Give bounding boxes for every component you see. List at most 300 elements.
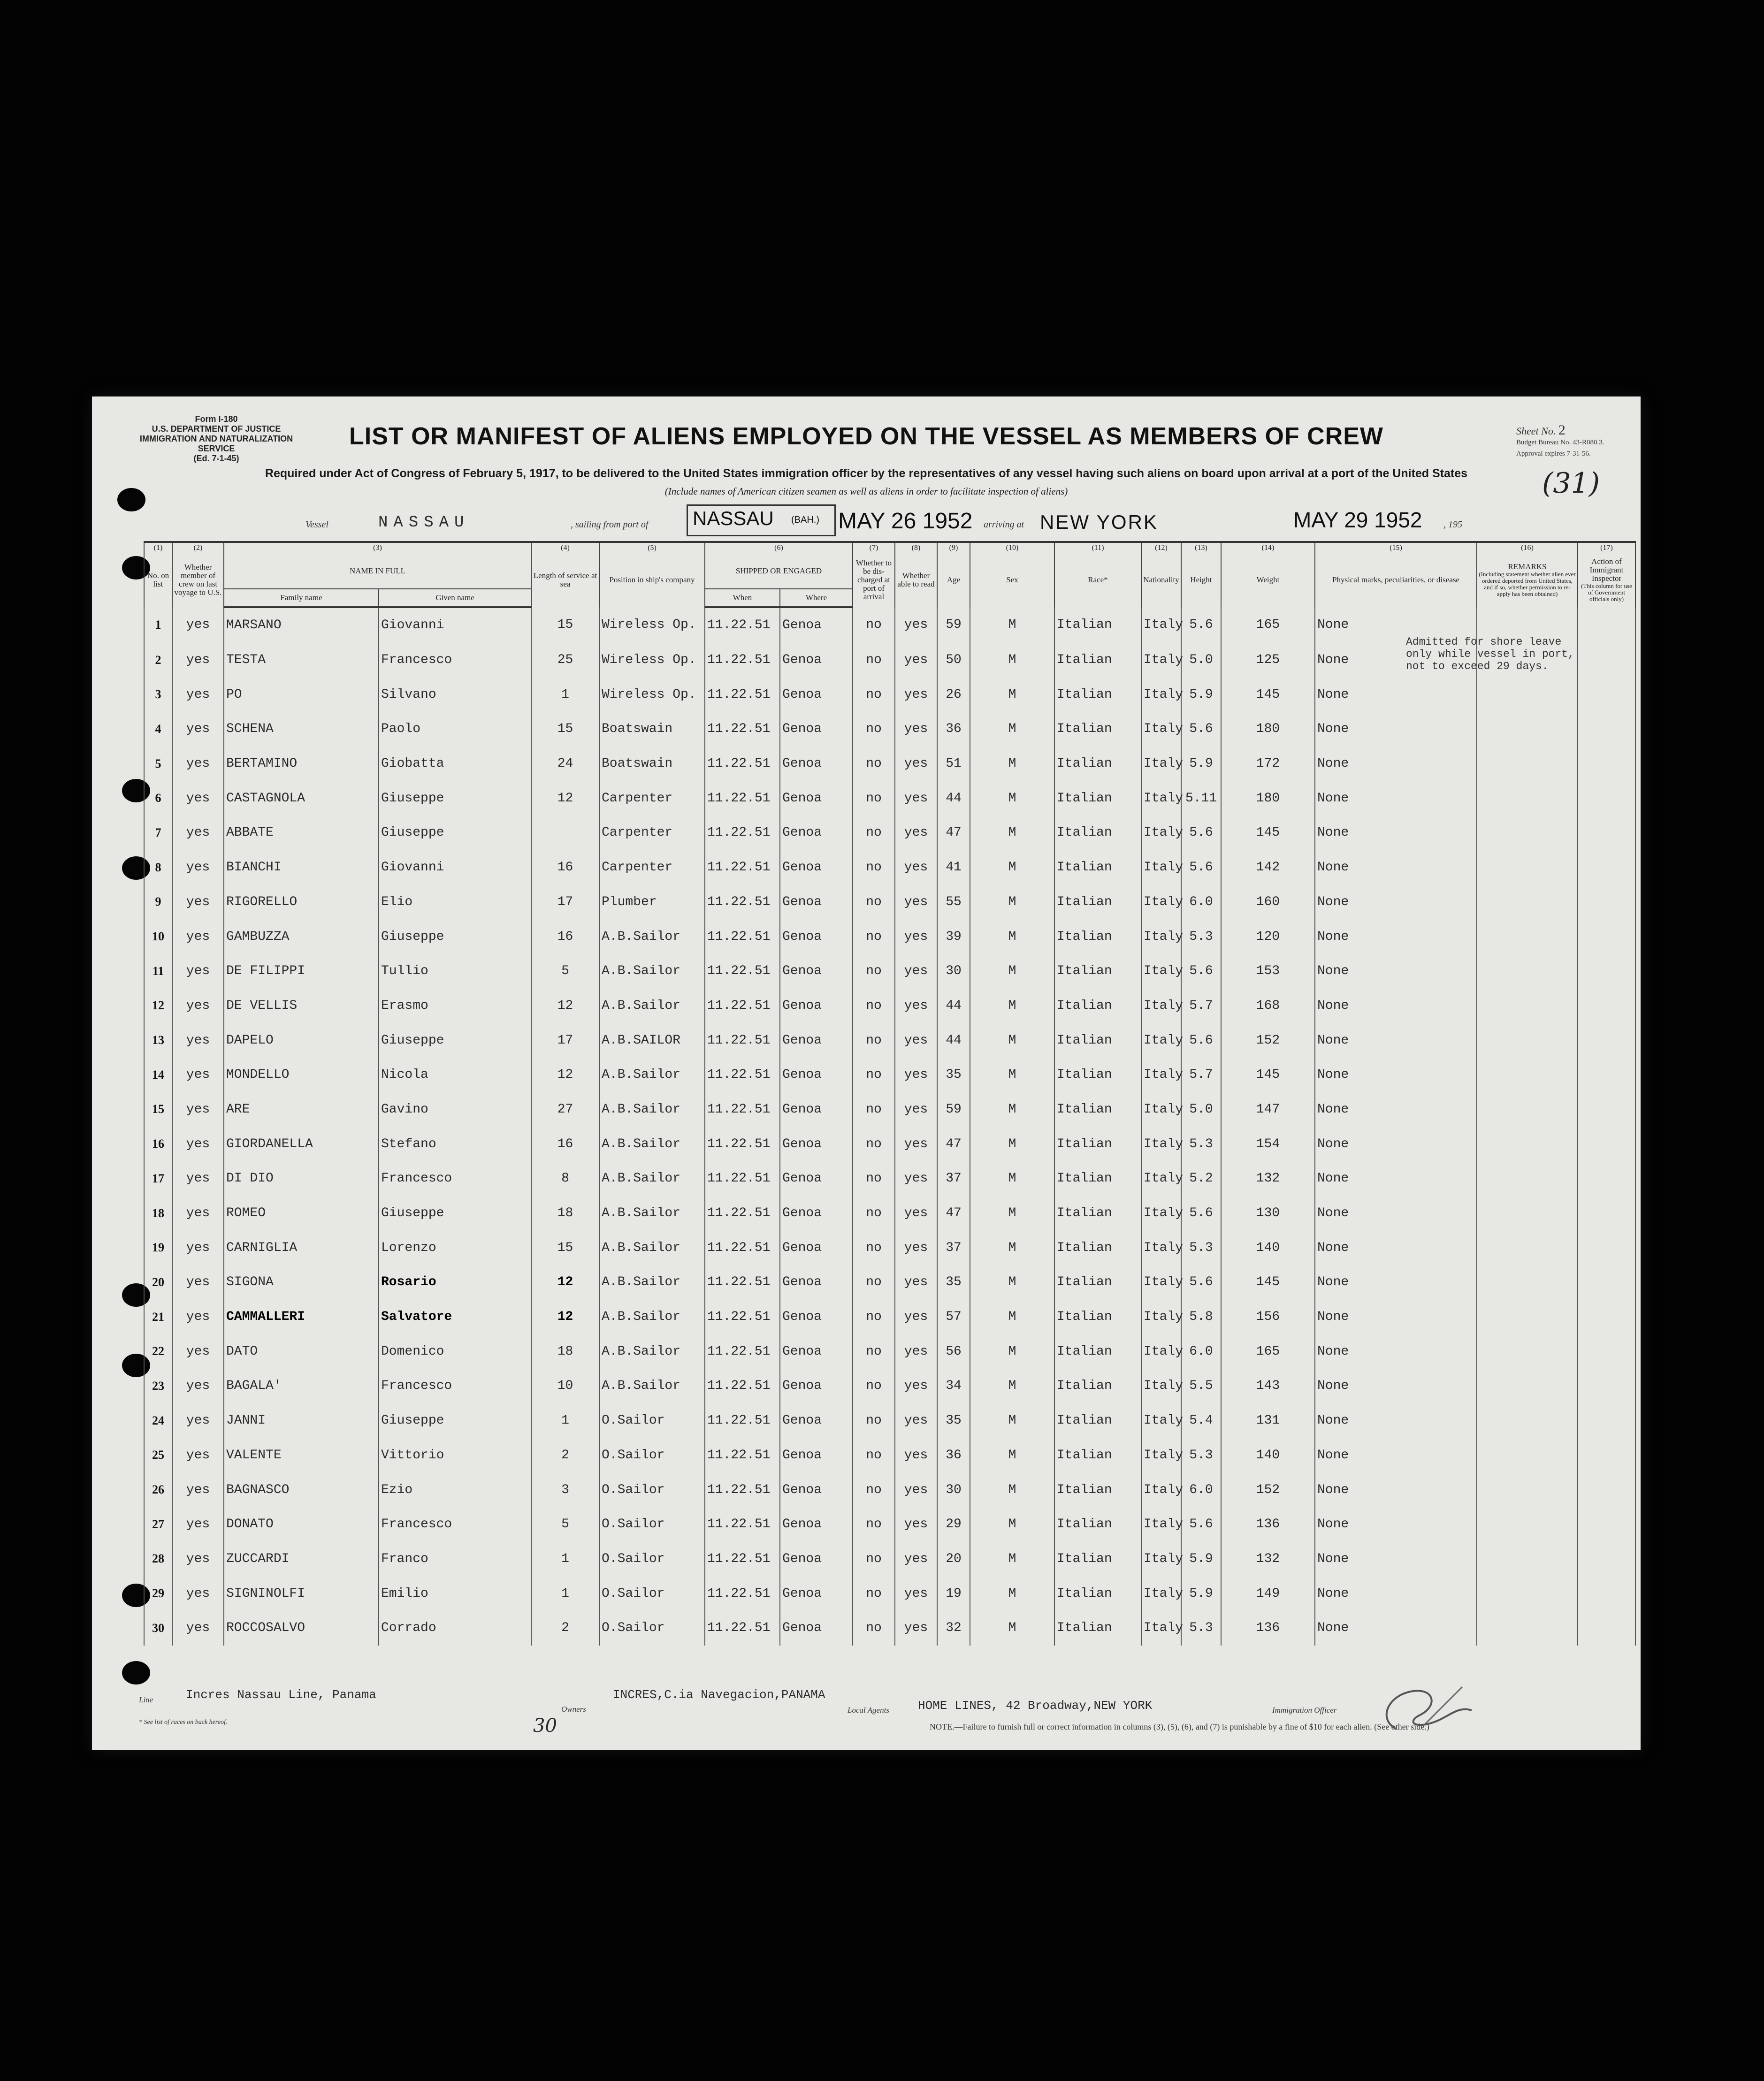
crew-age-cell: 37 xyxy=(937,1161,970,1196)
requirement-text: Required under Act of Congress of February 5, 1917, to be delivered to the United States immigration officer by the representatives of any vessel having such aliens on board upon arrival at a port of the United States xyxy=(265,467,1468,480)
crew-when-cell: 11.22.51 xyxy=(705,1611,780,1646)
crew-discharged-cell: no xyxy=(853,1507,895,1542)
crew-remarks-cell xyxy=(1477,1300,1578,1334)
crew-no-cell: 24 xyxy=(144,1403,172,1438)
crew-nationality-cell: Italy xyxy=(1141,1472,1181,1507)
crew-action-cell xyxy=(1578,1058,1635,1092)
crew-given-cell: Nicola xyxy=(379,1058,531,1092)
crew-read-cell: yes xyxy=(895,677,937,712)
crew-no-cell: 15 xyxy=(144,1092,172,1127)
crew-discharged-cell: no xyxy=(853,1403,895,1438)
crew-discharged-cell: no xyxy=(853,1265,895,1300)
crew-read-cell: yes xyxy=(895,1196,937,1231)
crew-where-cell: Genoa xyxy=(780,1127,853,1161)
crew-race-cell: Italian xyxy=(1054,1438,1141,1473)
crew-crew-cell: yes xyxy=(172,1576,224,1611)
crew-nationality-cell: Italy xyxy=(1141,1334,1181,1369)
crew-family-cell: SCHENA xyxy=(224,712,379,747)
crew-service-cell: 15 xyxy=(531,712,599,747)
crew-nationality-cell: Italy xyxy=(1141,1369,1181,1403)
crew-family-cell: PO xyxy=(224,677,379,712)
crew-remarks-cell xyxy=(1477,850,1578,885)
crew-position-cell: O.Sailor xyxy=(599,1472,705,1507)
crew-crew-cell: yes xyxy=(172,1507,224,1542)
crew-discharged-cell: no xyxy=(853,1438,895,1473)
crew-service-cell: 25 xyxy=(531,643,599,678)
crew-row xyxy=(144,1092,1635,1127)
crew-given-cell: Franco xyxy=(379,1542,531,1577)
crew-action-cell xyxy=(1578,1230,1635,1265)
crew-given-cell: Francesco xyxy=(379,1507,531,1542)
crew-no-cell: 2 xyxy=(144,643,172,678)
crew-crew-cell: yes xyxy=(172,1161,224,1196)
crew-sex-cell: M xyxy=(970,1611,1054,1646)
crew-given-cell: Giobatta xyxy=(379,747,531,781)
crew-where-cell: Genoa xyxy=(780,1058,853,1092)
crew-height-cell: 5.9 xyxy=(1181,747,1221,781)
crew-race-cell: Italian xyxy=(1054,747,1141,781)
crew-height-cell: 5.5 xyxy=(1181,1369,1221,1403)
crew-marks-cell: None xyxy=(1315,643,1477,678)
col-number: (5) xyxy=(599,542,705,553)
crew-where-cell: Genoa xyxy=(780,1438,853,1473)
crew-no-cell: 10 xyxy=(144,919,172,954)
crew-remarks-cell xyxy=(1477,1472,1578,1507)
crew-remarks-cell xyxy=(1477,1023,1578,1058)
crew-where-cell: Genoa xyxy=(780,1507,853,1542)
crew-service-cell: 5 xyxy=(531,1507,599,1542)
crew-no-cell: 9 xyxy=(144,885,172,920)
sheet-number-block: Sheet No. 2 Budget Bureau No. 43-R080.3. Approval expires 7-31-56. xyxy=(1516,422,1604,457)
crew-where-cell: Genoa xyxy=(780,1611,853,1646)
crew-when-cell: 11.22.51 xyxy=(705,1092,780,1127)
crew-nationality-cell: Italy xyxy=(1141,1161,1181,1196)
crew-marks-cell: None xyxy=(1315,1472,1477,1507)
crew-discharged-cell: no xyxy=(853,919,895,954)
crew-action-cell xyxy=(1578,1472,1635,1507)
crew-no-cell: 29 xyxy=(144,1576,172,1611)
crew-row xyxy=(144,1300,1635,1334)
crew-height-cell: 6.0 xyxy=(1181,1472,1221,1507)
crew-nationality-cell: Italy xyxy=(1141,850,1181,885)
crew-race-cell: Italian xyxy=(1054,1230,1141,1265)
crew-race-cell: Italian xyxy=(1054,1300,1141,1334)
crew-height-cell: 5.3 xyxy=(1181,1230,1221,1265)
crew-position-cell: Wireless Op. xyxy=(599,643,705,678)
header-when: When xyxy=(705,589,780,607)
crew-row xyxy=(144,1196,1635,1231)
crew-height-cell: 5.6 xyxy=(1181,712,1221,747)
crew-age-cell: 30 xyxy=(937,1472,970,1507)
crew-crew-cell: yes xyxy=(172,1403,224,1438)
crew-no-cell: 18 xyxy=(144,1196,172,1231)
crew-family-cell: DE VELLIS xyxy=(224,989,379,1023)
crew-race-cell: Italian xyxy=(1054,1161,1141,1196)
crew-nationality-cell: Italy xyxy=(1141,1265,1181,1300)
crew-weight-cell: 156 xyxy=(1221,1300,1315,1334)
crew-weight-cell: 131 xyxy=(1221,1403,1315,1438)
crew-crew-cell: yes xyxy=(172,1230,224,1265)
crew-nationality-cell: Italy xyxy=(1141,643,1181,678)
crew-no-cell: 23 xyxy=(144,1369,172,1403)
crew-sex-cell: M xyxy=(970,989,1054,1023)
crew-given-cell: Elio xyxy=(379,885,531,920)
crew-row xyxy=(144,1230,1635,1265)
crew-family-cell: DAPELO xyxy=(224,1023,379,1058)
crew-race-cell: Italian xyxy=(1054,1403,1141,1438)
header-action-sub: (This column for use of Government officials only) xyxy=(1581,582,1632,603)
crew-action-cell xyxy=(1578,1611,1635,1646)
crew-age-cell: 50 xyxy=(937,643,970,678)
header-whether-crew: Whether member of crew on last voyage to U.S. xyxy=(172,553,224,607)
crew-row xyxy=(144,1507,1635,1542)
crew-crew-cell: yes xyxy=(172,1265,224,1300)
col-number: (9) xyxy=(937,542,970,553)
crew-no-cell: 17 xyxy=(144,1161,172,1196)
crew-where-cell: Genoa xyxy=(780,850,853,885)
crew-marks-cell: None xyxy=(1315,1300,1477,1334)
crew-height-cell: 5.4 xyxy=(1181,1403,1221,1438)
crew-crew-cell: yes xyxy=(172,1542,224,1577)
crew-when-cell: 11.22.51 xyxy=(705,1334,780,1369)
crew-sex-cell: M xyxy=(970,747,1054,781)
crew-read-cell: yes xyxy=(895,781,937,816)
crew-height-cell: 5.3 xyxy=(1181,1611,1221,1646)
crew-when-cell: 11.22.51 xyxy=(705,1438,780,1473)
crew-nationality-cell: Italy xyxy=(1141,885,1181,920)
crew-marks-cell: None xyxy=(1315,781,1477,816)
crew-age-cell: 59 xyxy=(937,1092,970,1127)
arrival-port: NEW YORK xyxy=(1040,511,1158,533)
crew-weight-cell: 136 xyxy=(1221,1507,1315,1542)
crew-given-cell: Domenico xyxy=(379,1334,531,1369)
crew-no-cell: 21 xyxy=(144,1300,172,1334)
crew-race-cell: Italian xyxy=(1054,677,1141,712)
crew-discharged-cell: no xyxy=(853,1334,895,1369)
include-note: (Include names of American citizen seamen as well as aliens in order to facilitate inspection of aliens) xyxy=(664,486,1068,497)
crew-action-cell xyxy=(1578,1092,1635,1127)
crew-given-cell: Francesco xyxy=(379,643,531,678)
crew-action-cell xyxy=(1578,1403,1635,1438)
header-family: Family name xyxy=(224,589,379,607)
page-title: LIST OR MANIFEST OF ALIENS EMPLOYED ON THE VESSEL AS MEMBERS OF CREW xyxy=(349,423,1383,450)
crew-no-cell: 20 xyxy=(144,1265,172,1300)
crew-family-cell: ZUCCARDI xyxy=(224,1542,379,1577)
crew-where-cell: Genoa xyxy=(780,712,853,747)
crew-nationality-cell: Italy xyxy=(1141,1403,1181,1438)
col-number: (17) xyxy=(1578,542,1635,553)
crew-no-cell: 7 xyxy=(144,816,172,850)
crew-remarks-cell xyxy=(1477,989,1578,1023)
crew-service-cell xyxy=(531,816,599,850)
crew-race-cell: Italian xyxy=(1054,1542,1141,1577)
crew-service-cell: 12 xyxy=(531,781,599,816)
crew-age-cell: 26 xyxy=(937,677,970,712)
crew-action-cell xyxy=(1578,850,1635,885)
crew-race-cell: Italian xyxy=(1054,712,1141,747)
crew-weight-cell: 120 xyxy=(1221,919,1315,954)
crew-service-cell: 18 xyxy=(531,1334,599,1369)
header-no: No. on list xyxy=(144,553,172,607)
form-identifier: Form I-180 U.S. DEPARTMENT OF JUSTICE IMMIGRATION AND NATURALIZATION SERVICE (Ed. 7-1-45) xyxy=(139,414,293,463)
crew-position-cell: O.Sailor xyxy=(599,1576,705,1611)
crew-action-cell xyxy=(1578,1127,1635,1161)
crew-row xyxy=(144,1611,1635,1646)
crew-where-cell: Genoa xyxy=(780,1576,853,1611)
col-number: (3) xyxy=(224,542,531,553)
crew-discharged-cell: no xyxy=(853,1058,895,1092)
crew-remarks-cell xyxy=(1477,1576,1578,1611)
crew-action-cell xyxy=(1578,1542,1635,1577)
crew-height-cell: 5.0 xyxy=(1181,1092,1221,1127)
crew-discharged-cell: no xyxy=(853,1230,895,1265)
crew-race-cell: Italian xyxy=(1054,1472,1141,1507)
manifest-sheet xyxy=(92,396,1641,1750)
crew-service-cell: 1 xyxy=(531,1542,599,1577)
crew-marks-cell: None xyxy=(1315,1369,1477,1403)
crew-race-cell: Italian xyxy=(1054,1058,1141,1092)
crew-family-cell: DONATO xyxy=(224,1507,379,1542)
crew-weight-cell: 145 xyxy=(1221,1265,1315,1300)
crew-action-cell xyxy=(1578,919,1635,954)
crew-age-cell: 55 xyxy=(937,885,970,920)
crew-row xyxy=(144,816,1635,850)
crew-where-cell: Genoa xyxy=(780,1196,853,1231)
crew-no-cell: 16 xyxy=(144,1127,172,1161)
crew-crew-cell: yes xyxy=(172,1127,224,1161)
crew-when-cell: 11.22.51 xyxy=(705,885,780,920)
crew-position-cell: A.B.Sailor xyxy=(599,1127,705,1161)
crew-where-cell: Genoa xyxy=(780,1542,853,1577)
sailing-label: , sailing from port of xyxy=(571,519,649,530)
crew-action-cell xyxy=(1578,747,1635,781)
crew-marks-cell: None xyxy=(1315,1023,1477,1058)
crew-race-cell: Italian xyxy=(1054,1507,1141,1542)
crew-height-cell: 5.6 xyxy=(1181,1507,1221,1542)
crew-age-cell: 32 xyxy=(937,1611,970,1646)
crew-when-cell: 11.22.51 xyxy=(705,1300,780,1334)
crew-age-cell: 35 xyxy=(937,1058,970,1092)
crew-where-cell: Genoa xyxy=(780,816,853,850)
crew-marks-cell: None xyxy=(1315,1230,1477,1265)
crew-nationality-cell: Italy xyxy=(1141,989,1181,1023)
crew-where-cell: Genoa xyxy=(780,1023,853,1058)
crew-marks-cell: None xyxy=(1315,989,1477,1023)
crew-age-cell: 29 xyxy=(937,1507,970,1542)
crew-remarks-cell xyxy=(1477,677,1578,712)
crew-crew-cell: yes xyxy=(172,677,224,712)
crew-where-cell: Genoa xyxy=(780,1403,853,1438)
crew-nationality-cell: Italy xyxy=(1141,919,1181,954)
crew-race-cell: Italian xyxy=(1054,1092,1141,1127)
crew-position-cell: A.B.Sailor xyxy=(599,989,705,1023)
crew-given-cell: Giuseppe xyxy=(379,1403,531,1438)
crew-row xyxy=(144,954,1635,989)
crew-crew-cell: yes xyxy=(172,1472,224,1507)
crew-crew-cell: yes xyxy=(172,954,224,989)
col-number: (13) xyxy=(1181,542,1221,553)
crew-where-cell: Genoa xyxy=(780,954,853,989)
crew-marks-cell: None xyxy=(1315,712,1477,747)
header-sex: Sex xyxy=(970,553,1054,607)
crew-when-cell: 11.22.51 xyxy=(705,1230,780,1265)
header-remarks-title: REMARKS xyxy=(1508,562,1547,572)
arriving-label: arriving at xyxy=(984,519,1024,530)
crew-read-cell: yes xyxy=(895,1403,937,1438)
crew-row xyxy=(144,1542,1635,1577)
crew-marks-cell: None xyxy=(1315,1058,1477,1092)
crew-service-cell: 1 xyxy=(531,1403,599,1438)
crew-when-cell: 11.22.51 xyxy=(705,1196,780,1231)
crew-no-cell: 19 xyxy=(144,1230,172,1265)
crew-service-cell: 1 xyxy=(531,1576,599,1611)
crew-remarks-cell xyxy=(1477,712,1578,747)
crew-sex-cell: M xyxy=(970,607,1054,643)
crew-family-cell: JANNI xyxy=(224,1403,379,1438)
punch-hole xyxy=(122,1661,150,1685)
crew-service-cell: 16 xyxy=(531,1127,599,1161)
crew-age-cell: 44 xyxy=(937,781,970,816)
crew-crew-cell: yes xyxy=(172,643,224,678)
crew-family-cell: BAGALA' xyxy=(224,1369,379,1403)
crew-remarks-cell xyxy=(1477,1230,1578,1265)
crew-crew-cell: yes xyxy=(172,607,224,643)
punch-hole xyxy=(117,488,145,511)
crew-row xyxy=(144,1058,1635,1092)
crew-height-cell: 5.3 xyxy=(1181,1438,1221,1473)
crew-family-cell: ARE xyxy=(224,1092,379,1127)
crew-read-cell: yes xyxy=(895,607,937,643)
crew-weight-cell: 165 xyxy=(1221,1334,1315,1369)
crew-remarks-cell xyxy=(1477,1196,1578,1231)
crew-action-cell xyxy=(1578,1196,1635,1231)
crew-row xyxy=(144,1369,1635,1403)
crew-crew-cell: yes xyxy=(172,1092,224,1127)
crew-read-cell: yes xyxy=(895,712,937,747)
crew-given-cell: Giuseppe xyxy=(379,1196,531,1231)
crew-race-cell: Italian xyxy=(1054,1369,1141,1403)
crew-remarks-cell xyxy=(1477,1265,1578,1300)
crew-service-cell: 16 xyxy=(531,850,599,885)
crew-race-cell: Italian xyxy=(1054,885,1141,920)
crew-weight-cell: 152 xyxy=(1221,1472,1315,1507)
crew-read-cell: yes xyxy=(895,1092,937,1127)
crew-marks-cell: None xyxy=(1315,1265,1477,1300)
race-note: * See list of races on back hereof. xyxy=(139,1719,228,1726)
crew-nationality-cell: Italy xyxy=(1141,1092,1181,1127)
crew-age-cell: 19 xyxy=(937,1576,970,1611)
crew-discharged-cell: no xyxy=(853,747,895,781)
crew-given-cell: Francesco xyxy=(379,1369,531,1403)
crew-age-cell: 20 xyxy=(937,1542,970,1577)
header-physical: Physical marks, peculiarities, or disease xyxy=(1315,553,1477,607)
crew-family-cell: DE FILIPPI xyxy=(224,954,379,989)
crew-discharged-cell: no xyxy=(853,1196,895,1231)
crew-given-cell: Silvano xyxy=(379,677,531,712)
crew-discharged-cell: no xyxy=(853,850,895,885)
crew-read-cell: yes xyxy=(895,1438,937,1473)
crew-service-cell: 10 xyxy=(531,1369,599,1403)
crew-weight-cell: 145 xyxy=(1221,677,1315,712)
crew-position-cell: A.B.Sailor xyxy=(599,1300,705,1334)
crew-no-cell: 6 xyxy=(144,781,172,816)
crew-height-cell: 5.6 xyxy=(1181,954,1221,989)
crew-family-cell: DATO xyxy=(224,1334,379,1369)
crew-no-cell: 12 xyxy=(144,989,172,1023)
crew-discharged-cell: no xyxy=(853,781,895,816)
crew-given-cell: Vittorio xyxy=(379,1438,531,1473)
header-position: Position in ship's company xyxy=(599,553,705,607)
header-given: Given name xyxy=(379,589,531,607)
vessel-name: NASSAU xyxy=(378,514,470,532)
crew-nationality-cell: Italy xyxy=(1141,1127,1181,1161)
crew-crew-cell: yes xyxy=(172,1058,224,1092)
crew-given-cell: Salvatore xyxy=(379,1300,531,1334)
crew-position-cell: Carpenter xyxy=(599,781,705,816)
crew-nationality-cell: Italy xyxy=(1141,1542,1181,1577)
crew-discharged-cell: no xyxy=(853,1161,895,1196)
crew-marks-cell: None xyxy=(1315,1438,1477,1473)
crew-service-cell: 17 xyxy=(531,885,599,920)
crew-weight-cell: 147 xyxy=(1221,1092,1315,1127)
crew-age-cell: 30 xyxy=(937,954,970,989)
crew-sex-cell: M xyxy=(970,1023,1054,1058)
arrival-date: MAY 29 1952 xyxy=(1293,508,1422,532)
crew-read-cell: yes xyxy=(895,885,937,920)
crew-position-cell: Boatswain xyxy=(599,712,705,747)
crew-when-cell: 11.22.51 xyxy=(705,1576,780,1611)
crew-service-cell: 16 xyxy=(531,919,599,954)
crew-age-cell: 44 xyxy=(937,989,970,1023)
crew-marks-cell: None xyxy=(1315,607,1477,643)
crew-when-cell: 11.22.51 xyxy=(705,643,780,678)
crew-race-cell: Italian xyxy=(1054,607,1141,643)
crew-nationality-cell: Italy xyxy=(1141,816,1181,850)
crew-nationality-cell: Italy xyxy=(1141,607,1181,643)
crew-marks-cell: None xyxy=(1315,1334,1477,1369)
crew-family-cell: GIORDANELLA xyxy=(224,1127,379,1161)
crew-weight-cell: 152 xyxy=(1221,1023,1315,1058)
crew-sex-cell: M xyxy=(970,1265,1054,1300)
crew-nationality-cell: Italy xyxy=(1141,954,1181,989)
crew-read-cell: yes xyxy=(895,989,937,1023)
crew-sex-cell: M xyxy=(970,1438,1054,1473)
crew-discharged-cell: no xyxy=(853,607,895,643)
crew-discharged-cell: no xyxy=(853,712,895,747)
crew-discharged-cell: no xyxy=(853,1611,895,1646)
crew-height-cell: 5.8 xyxy=(1181,1300,1221,1334)
crew-no-cell: 26 xyxy=(144,1472,172,1507)
crew-when-cell: 11.22.51 xyxy=(705,919,780,954)
crew-no-cell: 13 xyxy=(144,1023,172,1058)
crew-read-cell: yes xyxy=(895,1265,937,1300)
crew-position-cell: A.B.Sailor xyxy=(599,1265,705,1300)
crew-weight-cell: 153 xyxy=(1221,954,1315,989)
crew-discharged-cell: no xyxy=(853,1542,895,1577)
crew-remarks-cell xyxy=(1477,885,1578,920)
crew-height-cell: 5.9 xyxy=(1181,677,1221,712)
crew-when-cell: 11.22.51 xyxy=(705,781,780,816)
officer-signature xyxy=(1368,1677,1481,1738)
owners-label: Owners xyxy=(561,1705,586,1714)
crew-given-cell: Paolo xyxy=(379,712,531,747)
crew-row xyxy=(144,1334,1635,1369)
crew-marks-cell: None xyxy=(1315,1507,1477,1542)
crew-family-cell: TESTA xyxy=(224,643,379,678)
line-label: Line xyxy=(139,1695,153,1704)
crew-sex-cell: M xyxy=(970,885,1054,920)
crew-action-cell xyxy=(1578,1507,1635,1542)
